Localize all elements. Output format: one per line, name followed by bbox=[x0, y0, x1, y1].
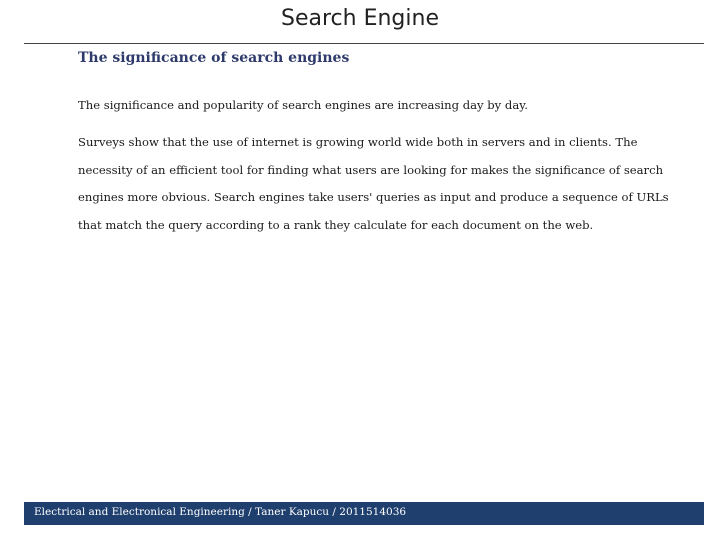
footer-text: Electrical and Electronical Engineering / Taner Kapucu / 2011514036 bbox=[34, 506, 407, 518]
body-text bbox=[78, 92, 688, 240]
footer-bar bbox=[24, 502, 704, 525]
section-heading: The significance of search engines bbox=[78, 50, 350, 66]
title-divider bbox=[24, 43, 704, 44]
slide-title: Search Engine bbox=[281, 6, 439, 31]
paragraph-2: Surveys show that the use of internet is growing world wide both in servers and in clients. The necessity of an efficient tool for finding what users are looking for makes the significance of search engines more obvious. Search engines take users' queries as input and produce a sequence of URLs that match the query according to a rank they calculate for each document on the web. bbox=[78, 134, 669, 233]
paragraph-1: The significance and popularity of search engines are increasing day by day. bbox=[78, 98, 528, 112]
